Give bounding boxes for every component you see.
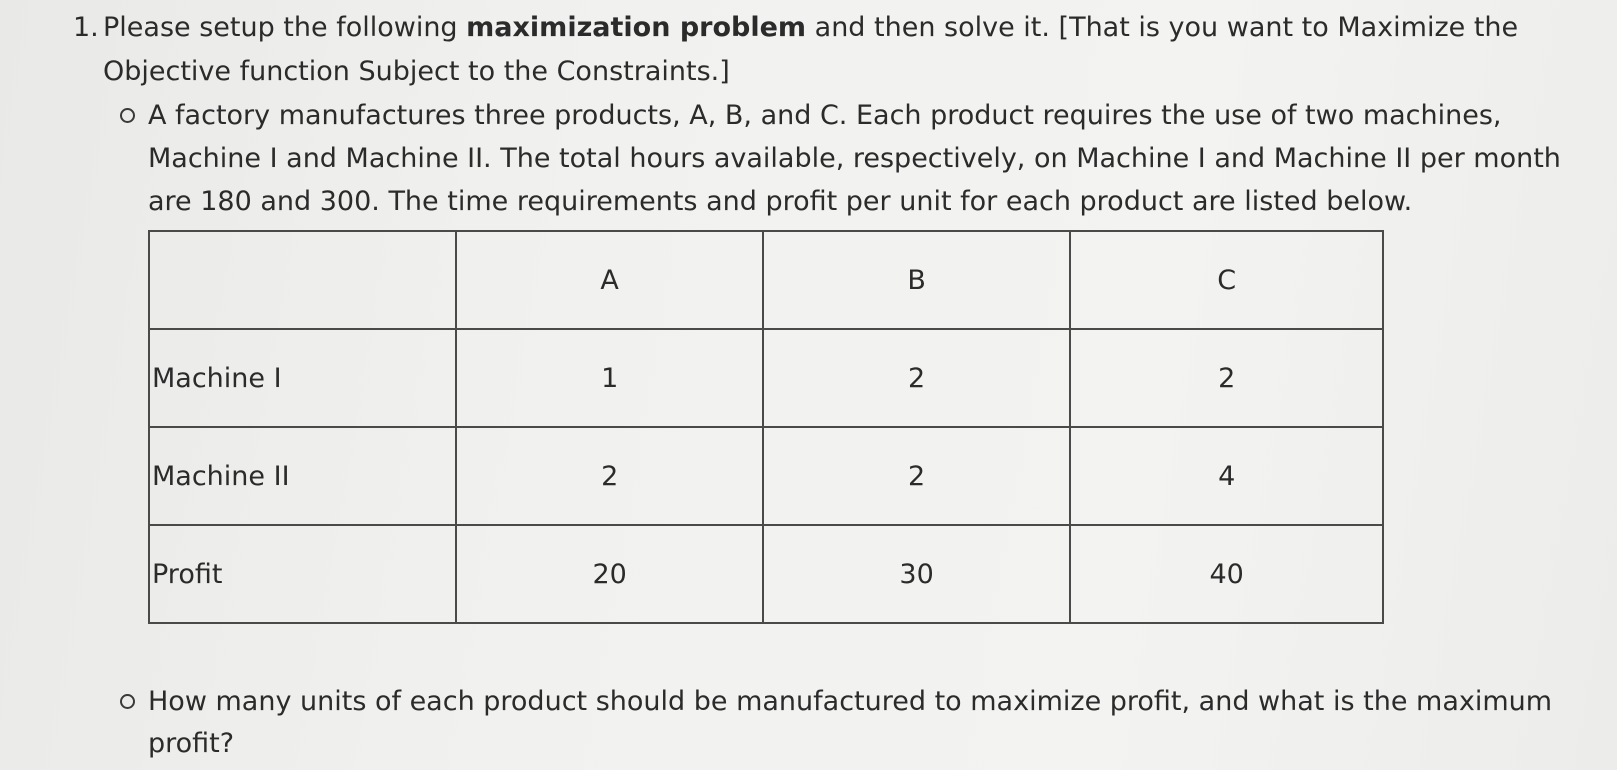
table-cell: 40 [1070,525,1383,623]
bullet1-line-1: A factory manufactures three products, A, B, and C. Each product requires the use of two machines, [148,100,1502,131]
question-line-2: Objective function Subject to the Constraints.] [103,56,730,87]
bullet-marker [120,694,135,709]
question-line-1-end: and then solve it. [That is you want to Maximize the [806,12,1519,43]
table-cell: 20 [456,525,762,623]
bullet1-line-3: are 180 and 300. The time requirements and profit per unit for each product are listed below. [148,186,1413,217]
table-cell: 2 [456,427,762,525]
table-cell: 1 [456,329,762,427]
table-row [149,525,1383,623]
question-number: 1. [73,12,99,43]
table-header-cell [149,231,456,329]
table-row-label: Machine II [149,427,456,525]
question-line-1-start: Please setup the following [103,12,467,43]
requirements-table [148,230,1384,624]
table-header-cell: A [456,231,762,329]
question-emphasis: maximization problem [466,12,807,43]
table-row-label: Profit [149,525,456,623]
bullet2-line-2: profit? [148,728,235,759]
table-header-cell: B [763,231,1070,329]
table-header-row [149,231,1383,329]
table-header-cell: C [1070,231,1383,329]
table-row-label: Machine I [149,329,456,427]
table-cell: 2 [763,427,1070,525]
table-cell: 2 [763,329,1070,427]
table-cell: 4 [1070,427,1383,525]
bullet2-line-1: How many units of each product should be manufactured to maximize profit, and what is the maximum [148,686,1553,717]
table-row [149,427,1383,525]
bullet1-line-2: Machine I and Machine II. The total hours available, respectively, on Machine I and Machine II per month [148,143,1561,174]
table-row [149,329,1383,427]
bullet-marker [120,108,135,123]
question-line-1 [103,12,1518,44]
table-cell: 2 [1070,329,1383,427]
table-cell: 30 [763,525,1070,623]
